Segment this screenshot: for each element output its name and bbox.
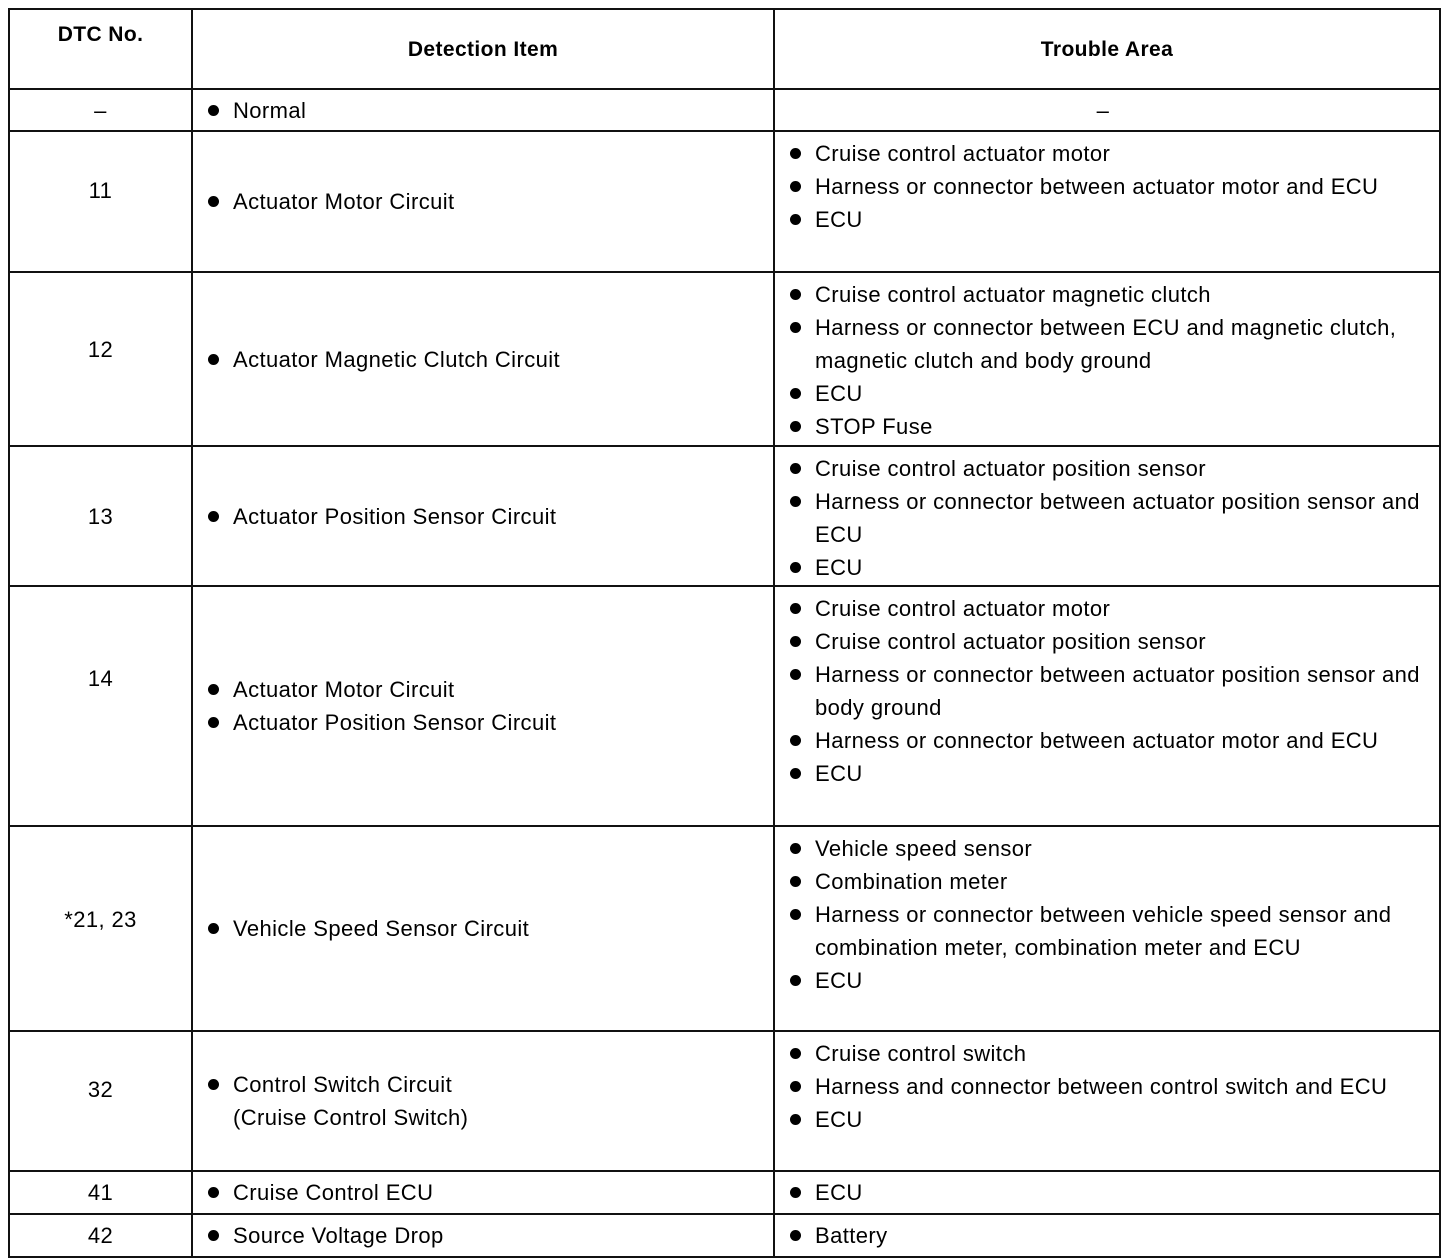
trouble-area-item: ECU — [787, 757, 1431, 790]
detection-item: Actuator Motor Circuit — [205, 185, 773, 218]
trouble-area-cell — [774, 1031, 1440, 1171]
trouble-area-item: Battery — [787, 1219, 1431, 1252]
detection-item: Actuator Position Sensor Circuit — [205, 500, 773, 533]
trouble-area-item: Vehicle speed sensor — [787, 832, 1431, 865]
trouble-area-item: Harness or connector between vehicle speed sensor and combination meter, combination meter and ECU — [787, 898, 1431, 964]
trouble-area-item: Harness or connector between actuator motor and ECU — [787, 724, 1431, 757]
detection-item-cell — [192, 1171, 774, 1214]
detection-item: Cruise Control ECU — [205, 1176, 773, 1209]
trouble-area-cell — [774, 1214, 1440, 1257]
header-trouble-area: Trouble Area — [774, 9, 1440, 89]
trouble-area-item: Harness and connector between control switch and ECU — [787, 1070, 1431, 1103]
trouble-area-item: ECU — [787, 377, 1431, 410]
header-detection-item: Detection Item — [192, 9, 774, 89]
trouble-area-item: Combination meter — [787, 865, 1431, 898]
trouble-area-item: STOP Fuse — [787, 410, 1431, 443]
trouble-area-item: Cruise control actuator motor — [787, 592, 1431, 625]
dtc-number: 41 — [9, 1171, 192, 1214]
dtc-number: – — [9, 89, 192, 131]
trouble-area-item: ECU — [787, 1176, 1431, 1209]
trouble-area-item: Harness or connector between actuator position sensor and ECU — [787, 485, 1431, 551]
header-row — [9, 9, 1440, 89]
dtc-number: 14 — [9, 586, 192, 826]
detection-item-cell — [192, 131, 774, 272]
trouble-area-cell — [774, 586, 1440, 826]
trouble-area-item: Cruise control actuator magnetic clutch — [787, 278, 1431, 311]
detection-item: Control Switch Circuit — [205, 1068, 773, 1101]
trouble-area-item: Harness or connector between ECU and magnetic clutch, magnetic clutch and body ground — [787, 311, 1431, 377]
trouble-area-cell — [774, 131, 1440, 272]
trouble-area-cell — [774, 1171, 1440, 1214]
detection-item-cell — [192, 446, 774, 586]
table-row — [9, 89, 1440, 131]
trouble-area-item: ECU — [787, 551, 1431, 584]
dtc-number: 11 — [9, 131, 192, 272]
detection-item: Vehicle Speed Sensor Circuit — [205, 912, 773, 945]
trouble-area-cell — [774, 272, 1440, 446]
dtc-number: 42 — [9, 1214, 192, 1257]
trouble-area-cell — [774, 446, 1440, 586]
trouble-area-item: Harness or connector between actuator position sensor and body ground — [787, 658, 1431, 724]
dtc-number: 12 — [9, 272, 192, 446]
trouble-area-cell: – — [774, 89, 1440, 131]
detection-item: Source Voltage Drop — [205, 1219, 773, 1252]
trouble-area-cell — [774, 826, 1440, 1031]
detection-item-cell — [192, 89, 774, 131]
table-row — [9, 1171, 1440, 1214]
table-row — [9, 586, 1440, 826]
table-row — [9, 131, 1440, 272]
table-row — [9, 272, 1440, 446]
table-row — [9, 826, 1440, 1031]
dtc-number: 13 — [9, 446, 192, 586]
dtc-table — [8, 8, 1441, 1258]
detection-item-cell — [192, 272, 774, 446]
trouble-area-item: Harness or connector between actuator motor and ECU — [787, 170, 1431, 203]
detection-item: Normal — [205, 94, 773, 127]
table-row — [9, 1214, 1440, 1257]
detection-item: Actuator Motor Circuit — [205, 673, 773, 706]
detection-note: (Cruise Control Switch) — [233, 1105, 469, 1130]
trouble-area-item: ECU — [787, 964, 1431, 997]
table-row — [9, 1031, 1440, 1171]
dtc-number: *21, 23 — [9, 826, 192, 1031]
detection-item: Actuator Position Sensor Circuit — [205, 706, 773, 739]
dtc-number: 32 — [9, 1031, 192, 1171]
detection-item-cell — [192, 1031, 774, 1171]
header-dtc-no: DTC No. — [9, 9, 192, 89]
detection-item-cell — [192, 586, 774, 826]
detection-item: Actuator Magnetic Clutch Circuit — [205, 343, 773, 376]
trouble-area-item: Cruise control actuator motor — [787, 137, 1431, 170]
table-row — [9, 446, 1440, 586]
trouble-area-item: Cruise control switch — [787, 1037, 1431, 1070]
trouble-area-item: ECU — [787, 203, 1431, 236]
detection-item-cell — [192, 1214, 774, 1257]
detection-item-cell — [192, 826, 774, 1031]
trouble-area-item: Cruise control actuator position sensor — [787, 625, 1431, 658]
trouble-area-item: Cruise control actuator position sensor — [787, 452, 1431, 485]
trouble-area-item: ECU — [787, 1103, 1431, 1136]
